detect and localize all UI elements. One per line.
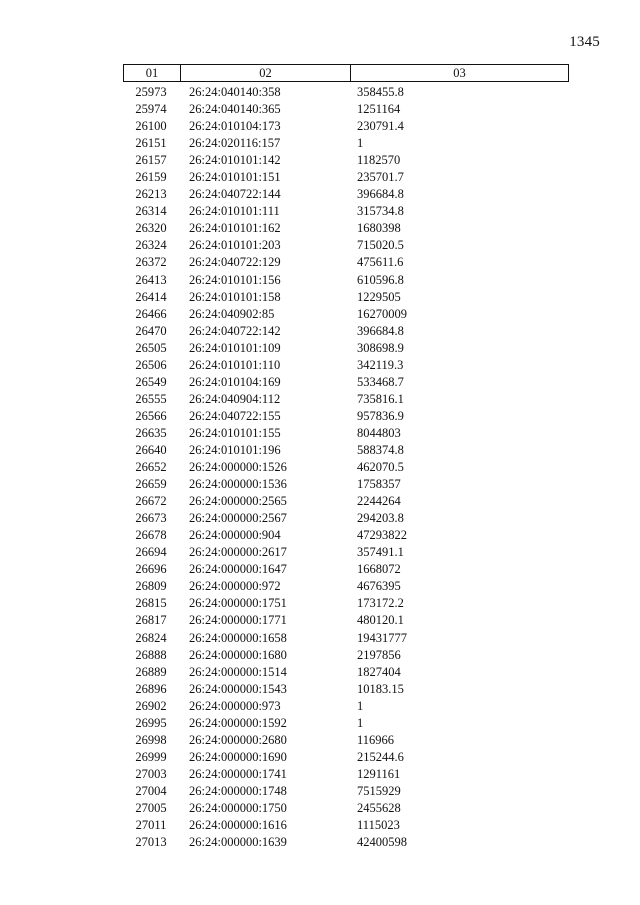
value-cell: 1 (357, 698, 364, 713)
cadastral-number-cell: 26:24:040140:358 (189, 85, 281, 99)
value-cell: 116966 (357, 732, 395, 747)
row-id-cell: 26659 (135, 477, 167, 492)
cadastral-number-cell: 26:24:040722:142 (189, 323, 281, 338)
value-cell: 173172.2 (357, 596, 404, 611)
row-id-cell: 27011 (135, 818, 167, 833)
value-cell: 2455628 (357, 800, 401, 815)
cadastral-number-cell: 26:24:010101:151 (189, 170, 281, 185)
row-id-cell: 26889 (135, 664, 167, 679)
table-row (123, 561, 569, 578)
value-cell: 47293822 (357, 528, 407, 543)
cadastral-number-cell: 26:24:020116:157 (189, 136, 281, 151)
value-cell: 610596.8 (357, 272, 404, 287)
value-cell: 480120.1 (357, 613, 404, 628)
value-cell: 1251164 (357, 102, 401, 117)
row-id-cell: 26157 (135, 153, 167, 168)
row-id-cell: 27005 (135, 800, 167, 815)
table-row (123, 135, 569, 152)
row-id-cell: 26506 (135, 357, 167, 372)
cadastral-number-cell: 26:24:000000:1514 (189, 664, 287, 679)
table-row (123, 220, 569, 237)
row-id-cell: 27013 (135, 835, 167, 850)
table-row (123, 152, 569, 169)
column-header-01: 01 (124, 65, 181, 81)
table-row (123, 254, 569, 271)
row-id-cell: 26678 (135, 528, 167, 543)
value-cell: 342119.3 (357, 357, 404, 372)
cadastral-number-cell: 26:24:040904:112 (189, 391, 281, 406)
value-cell: 10183.15 (357, 681, 404, 696)
table-row (123, 493, 569, 510)
row-id-cell: 26320 (135, 221, 167, 236)
row-id-cell: 26549 (135, 374, 167, 389)
row-id-cell: 26696 (135, 562, 167, 577)
table-row (123, 357, 569, 374)
row-id-cell: 25974 (135, 102, 167, 117)
table-row (123, 817, 569, 834)
row-id-cell: 26809 (135, 579, 167, 594)
value-cell: 1827404 (357, 664, 401, 679)
value-cell: 1668072 (357, 562, 401, 577)
cadastral-number-cell: 26:24:000000:1647 (189, 562, 287, 577)
table-row (123, 374, 569, 391)
row-id-cell: 26100 (135, 119, 167, 134)
cadastral-number-cell: 26:24:000000:1543 (189, 681, 287, 696)
cadastral-number-cell: 26:24:040722:129 (189, 255, 281, 270)
value-cell: 533468.7 (357, 374, 404, 389)
row-id-cell: 26673 (135, 511, 167, 526)
row-id-cell: 26888 (135, 647, 167, 662)
cadastral-number-cell: 26:24:010101:110 (189, 357, 281, 372)
table-row (123, 84, 569, 101)
table-row (123, 715, 569, 732)
table-row (123, 340, 569, 357)
cadastral-number-cell: 26:24:010101:162 (189, 221, 281, 236)
table-body (123, 84, 569, 851)
row-id-cell: 26151 (135, 136, 167, 151)
cadastral-number-cell: 26:24:010104:169 (189, 374, 281, 389)
cadastral-number-cell: 26:24:040722:155 (189, 408, 281, 423)
value-cell: 715020.5 (357, 238, 404, 253)
row-id-cell: 26824 (135, 630, 167, 645)
table-row (123, 510, 569, 527)
table-row (123, 203, 569, 220)
cadastral-number-cell: 26:24:000000:1536 (189, 477, 287, 492)
value-cell: 1 (357, 715, 364, 730)
row-id-cell: 26324 (135, 238, 167, 253)
value-cell: 2244264 (357, 494, 401, 509)
cadastral-number-cell: 26:24:040902:85 (189, 306, 275, 321)
value-cell: 215244.6 (357, 749, 404, 764)
value-cell: 957836.9 (357, 408, 404, 423)
page-number: 1345 (569, 34, 600, 50)
row-id-cell: 26902 (135, 698, 167, 713)
value-cell: 1182570 (357, 153, 401, 168)
cadastral-number-cell: 26:24:000000:1680 (189, 647, 287, 662)
table-row (123, 766, 569, 783)
row-id-cell: 26998 (135, 732, 167, 747)
value-cell: 1758357 (357, 477, 401, 492)
cadastral-number-cell: 26:24:000000:2617 (189, 545, 287, 560)
value-cell: 462070.5 (357, 460, 404, 475)
cadastral-number-cell: 26:24:010104:173 (189, 119, 281, 134)
cadastral-number-cell: 26:24:000000:1771 (189, 613, 287, 628)
value-cell: 16270009 (357, 306, 407, 321)
row-id-cell: 26640 (135, 442, 167, 457)
value-cell: 358455.8 (357, 85, 404, 99)
table-row (123, 698, 569, 715)
cadastral-number-cell: 26:24:010101:111 (189, 204, 280, 219)
row-id-cell: 26213 (135, 187, 167, 202)
cadastral-number-cell: 26:24:000000:904 (189, 528, 281, 543)
table-header (123, 64, 569, 82)
row-id-cell: 26694 (135, 545, 167, 560)
value-cell: 7515929 (357, 783, 401, 798)
value-cell: 19431777 (357, 630, 407, 645)
table-row (123, 272, 569, 289)
row-id-cell: 26413 (135, 272, 167, 287)
row-id-cell: 27004 (135, 783, 167, 798)
value-cell: 735816.1 (357, 391, 404, 406)
row-id-cell: 26314 (135, 204, 167, 219)
table-row (123, 800, 569, 817)
row-id-cell: 26466 (135, 306, 167, 321)
column-header-03: 03 (453, 66, 466, 80)
value-cell: 1 (357, 136, 364, 151)
table-row (123, 459, 569, 476)
value-cell: 315734.8 (357, 204, 404, 219)
cadastral-number-cell: 26:24:000000:1748 (189, 783, 287, 798)
table-row (123, 101, 569, 118)
table-row (123, 169, 569, 186)
table-row (123, 476, 569, 493)
cadastral-number-cell: 26:24:000000:1741 (189, 766, 287, 781)
table-row (123, 237, 569, 254)
row-id-cell: 26652 (135, 460, 167, 475)
row-id-cell: 26505 (135, 340, 167, 355)
table-row (123, 578, 569, 595)
table-row (123, 612, 569, 629)
cadastral-number-cell: 26:24:040722:144 (189, 187, 281, 202)
cadastral-number-cell: 26:24:000000:1616 (189, 818, 287, 833)
table-row (123, 732, 569, 749)
table-row (123, 186, 569, 203)
table-row (123, 681, 569, 698)
cadastral-number-cell: 26:24:000000:1751 (189, 596, 287, 611)
cadastral-number-cell: 26:24:000000:1658 (189, 630, 287, 645)
value-cell: 235701.7 (357, 170, 404, 185)
table-row (123, 118, 569, 135)
table-row (123, 442, 569, 459)
value-cell: 357491.1 (357, 545, 404, 560)
table-row (123, 749, 569, 766)
cadastral-number-cell: 26:24:010101:203 (189, 238, 281, 253)
cadastral-number-cell: 26:24:010101:196 (189, 442, 281, 457)
column-header-02: 02 (181, 65, 351, 81)
table-row (123, 834, 569, 851)
row-id-cell: 26817 (135, 613, 167, 628)
cadastral-number-cell: 26:24:010101:142 (189, 153, 281, 168)
value-cell: 294203.8 (357, 511, 404, 526)
cadastral-number-cell: 26:24:000000:2680 (189, 732, 287, 747)
value-cell: 1229505 (357, 289, 401, 304)
row-id-cell: 26555 (135, 391, 167, 406)
table-row (123, 544, 569, 561)
value-cell: 2197856 (357, 647, 401, 662)
table-row (123, 595, 569, 612)
table-row (123, 425, 569, 442)
value-cell: 1680398 (357, 221, 401, 236)
row-id-cell: 26999 (135, 749, 167, 764)
value-cell: 1115023 (357, 818, 400, 833)
cadastral-number-cell: 26:24:000000:1526 (189, 460, 287, 475)
cadastral-number-cell: 26:24:010101:158 (189, 289, 281, 304)
row-id-cell: 26470 (135, 323, 167, 338)
row-id-cell: 27003 (135, 766, 167, 781)
table-row (123, 289, 569, 306)
row-id-cell: 26414 (135, 289, 167, 304)
value-cell: 308698.9 (357, 340, 404, 355)
value-cell: 8044803 (357, 425, 401, 440)
cadastral-number-cell: 26:24:000000:1639 (189, 835, 287, 850)
value-cell: 1291161 (357, 766, 401, 781)
row-id-cell: 26566 (135, 408, 167, 423)
row-id-cell: 26372 (135, 255, 167, 270)
value-cell: 475611.6 (357, 255, 404, 270)
table-row (123, 391, 569, 408)
row-id-cell: 26672 (135, 494, 167, 509)
value-cell: 42400598 (357, 835, 407, 850)
table-row (123, 408, 569, 425)
row-id-cell: 26995 (135, 715, 167, 730)
value-cell: 588374.8 (357, 442, 404, 457)
row-id-cell: 26635 (135, 425, 167, 440)
table-row (123, 647, 569, 664)
cadastral-number-cell: 26:24:040140:365 (189, 102, 281, 117)
value-cell: 230791.4 (357, 119, 404, 134)
cadastral-number-cell: 26:24:000000:2565 (189, 494, 287, 509)
cadastral-number-cell: 26:24:000000:973 (189, 698, 281, 713)
cadastral-number-cell: 26:24:000000:972 (189, 579, 281, 594)
row-id-cell: 25973 (135, 85, 167, 99)
cadastral-number-cell: 26:24:010101:109 (189, 340, 281, 355)
cadastral-number-cell: 26:24:000000:1592 (189, 715, 287, 730)
row-id-cell: 26815 (135, 596, 167, 611)
table-row (123, 783, 569, 800)
cadastral-number-cell: 26:24:000000:2567 (189, 511, 287, 526)
cadastral-number-cell: 26:24:000000:1750 (189, 800, 287, 815)
table-row (123, 323, 569, 340)
table-row (123, 664, 569, 681)
table-row (123, 306, 569, 323)
table-row (123, 630, 569, 647)
cadastral-number-cell: 26:24:010101:156 (189, 272, 281, 287)
value-cell: 396684.8 (357, 323, 404, 338)
value-cell: 396684.8 (357, 187, 404, 202)
table-row (123, 527, 569, 544)
value-cell: 4676395 (357, 579, 401, 594)
row-id-cell: 26159 (135, 170, 167, 185)
cadastral-number-cell: 26:24:000000:1690 (189, 749, 287, 764)
row-id-cell: 26896 (135, 681, 167, 696)
cadastral-number-cell: 26:24:010101:155 (189, 425, 281, 440)
